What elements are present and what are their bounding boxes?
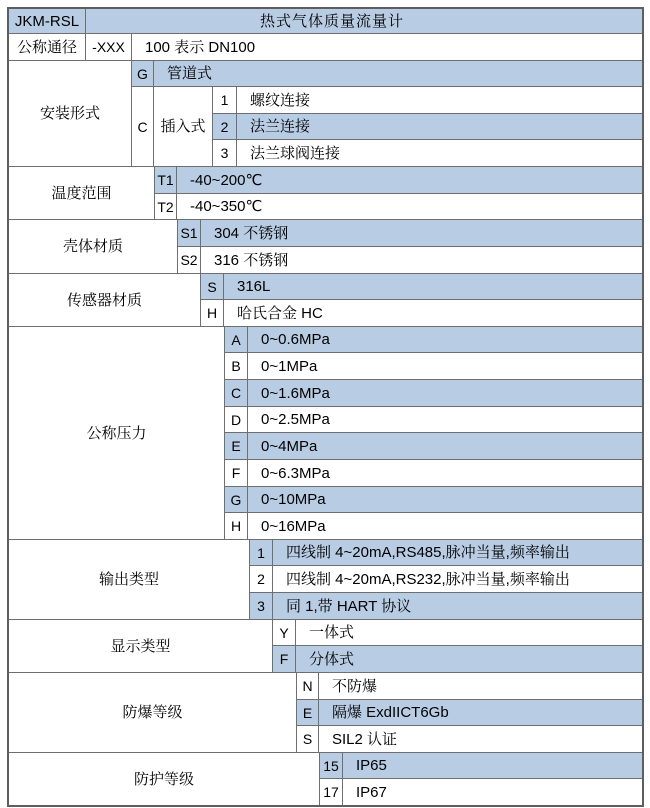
option-value-nominal-diameter--XXX: 100 表示 DN100	[131, 33, 643, 61]
option-value-temperature-range-T1: -40~200℃	[176, 166, 643, 194]
group-code-installation-type: C	[131, 86, 154, 167]
option-value-installation-type-1: 螺纹连接	[236, 86, 643, 114]
option-value-nominal-pressure-C: 0~1.6MPa	[247, 379, 643, 407]
option-code-installation-type-3: 3	[212, 139, 237, 167]
option-value-installation-type-3: 法兰球阀连接	[236, 139, 643, 167]
product-title: 热式气体质量流量计	[85, 8, 643, 34]
option-value-nominal-pressure-D: 0~2.5MPa	[247, 406, 643, 433]
option-code-nominal-pressure-A: A	[224, 326, 248, 353]
option-value-output-type-3: 同 1,带 HART 协议	[272, 592, 643, 620]
group-label-installation-type: 插入式	[153, 86, 213, 167]
option-code-installation-type-1: 1	[212, 86, 237, 114]
option-code-protection-grade-15: 15	[319, 752, 343, 779]
option-value-installation-type-2: 法兰连接	[236, 113, 643, 140]
option-code-explosion-proof-grade-E: E	[296, 699, 319, 726]
option-value-explosion-proof-grade-E: 隔爆 ExdIICT6Gb	[318, 699, 643, 726]
option-value-display-type-F: 分体式	[295, 645, 643, 673]
option-code-housing-material-S1: S1	[177, 219, 201, 247]
option-code-temperature-range-T2: T2	[154, 193, 177, 220]
option-value-housing-material-S1: 304 不锈钢	[200, 219, 643, 247]
option-code-nominal-pressure-B: B	[224, 352, 248, 380]
option-code-protection-grade-17: 17	[319, 778, 343, 806]
option-code-nominal-pressure-C: C	[224, 379, 248, 407]
option-code-nominal-diameter--XXX: -XXX	[85, 33, 132, 61]
option-code-nominal-pressure-E: E	[224, 432, 248, 460]
option-value-protection-grade-17: IP67	[342, 778, 643, 806]
option-value-display-type-Y: 一体式	[295, 619, 643, 646]
section-label-explosion-proof-grade: 防爆等级	[8, 672, 297, 753]
option-value-temperature-range-T2: -40~350℃	[176, 193, 643, 220]
option-value-housing-material-S2: 316 不锈钢	[200, 246, 643, 274]
section-label-output-type: 输出类型	[8, 539, 250, 620]
option-code-display-type-F: F	[272, 645, 296, 673]
option-code-sensor-material-S: S	[200, 273, 224, 300]
option-value-sensor-material-H: 哈氏合金 HC	[223, 299, 643, 327]
option-value-explosion-proof-grade-S: SIL2 认证	[318, 725, 643, 753]
option-value-nominal-pressure-G: 0~10MPa	[247, 486, 643, 513]
option-code-housing-material-S2: S2	[177, 246, 201, 274]
section-label-housing-material: 壳体材质	[8, 219, 178, 274]
model-code-cell: JKM-RSL	[8, 8, 86, 34]
option-code-temperature-range-T1: T1	[154, 166, 177, 194]
option-value-nominal-pressure-A: 0~0.6MPa	[247, 326, 643, 353]
option-value-explosion-proof-grade-N: 不防爆	[318, 672, 643, 700]
section-label-nominal-pressure: 公称压力	[8, 326, 225, 540]
option-code-installation-type-2: 2	[212, 113, 237, 140]
option-code-output-type-3: 3	[249, 592, 273, 620]
option-value-nominal-pressure-F: 0~6.3MPa	[247, 459, 643, 487]
option-code-explosion-proof-grade-S: S	[296, 725, 319, 753]
option-value-output-type-2: 四线制 4~20mA,RS232,脉冲当量,频率输出	[272, 565, 643, 593]
option-code-installation-type-G: G	[131, 60, 154, 87]
section-label-temperature-range: 温度范围	[8, 166, 155, 220]
option-value-nominal-pressure-H: 0~16MPa	[247, 512, 643, 540]
section-label-display-type: 显示类型	[8, 619, 273, 673]
option-code-nominal-pressure-H: H	[224, 512, 248, 540]
option-code-sensor-material-H: H	[200, 299, 224, 327]
section-label-protection-grade: 防护等级	[8, 752, 320, 806]
option-value-nominal-pressure-E: 0~4MPa	[247, 432, 643, 460]
option-code-output-type-2: 2	[249, 565, 273, 593]
option-value-output-type-1: 四线制 4~20mA,RS485,脉冲当量,频率输出	[272, 539, 643, 566]
option-code-output-type-1: 1	[249, 539, 273, 566]
option-code-nominal-pressure-D: D	[224, 406, 248, 433]
option-code-display-type-Y: Y	[272, 619, 296, 646]
section-label-installation-type: 安装形式	[8, 60, 132, 167]
option-value-nominal-pressure-B: 0~1MPa	[247, 352, 643, 380]
option-value-sensor-material-S: 316L	[223, 273, 643, 300]
option-value-protection-grade-15: IP65	[342, 752, 643, 779]
section-label-nominal-diameter: 公称通径	[8, 33, 86, 61]
option-code-explosion-proof-grade-N: N	[296, 672, 319, 700]
section-label-sensor-material: 传感器材质	[8, 273, 201, 327]
option-code-nominal-pressure-G: G	[224, 486, 248, 513]
option-value-installation-type-G: 管道式	[153, 60, 643, 87]
option-code-nominal-pressure-F: F	[224, 459, 248, 487]
